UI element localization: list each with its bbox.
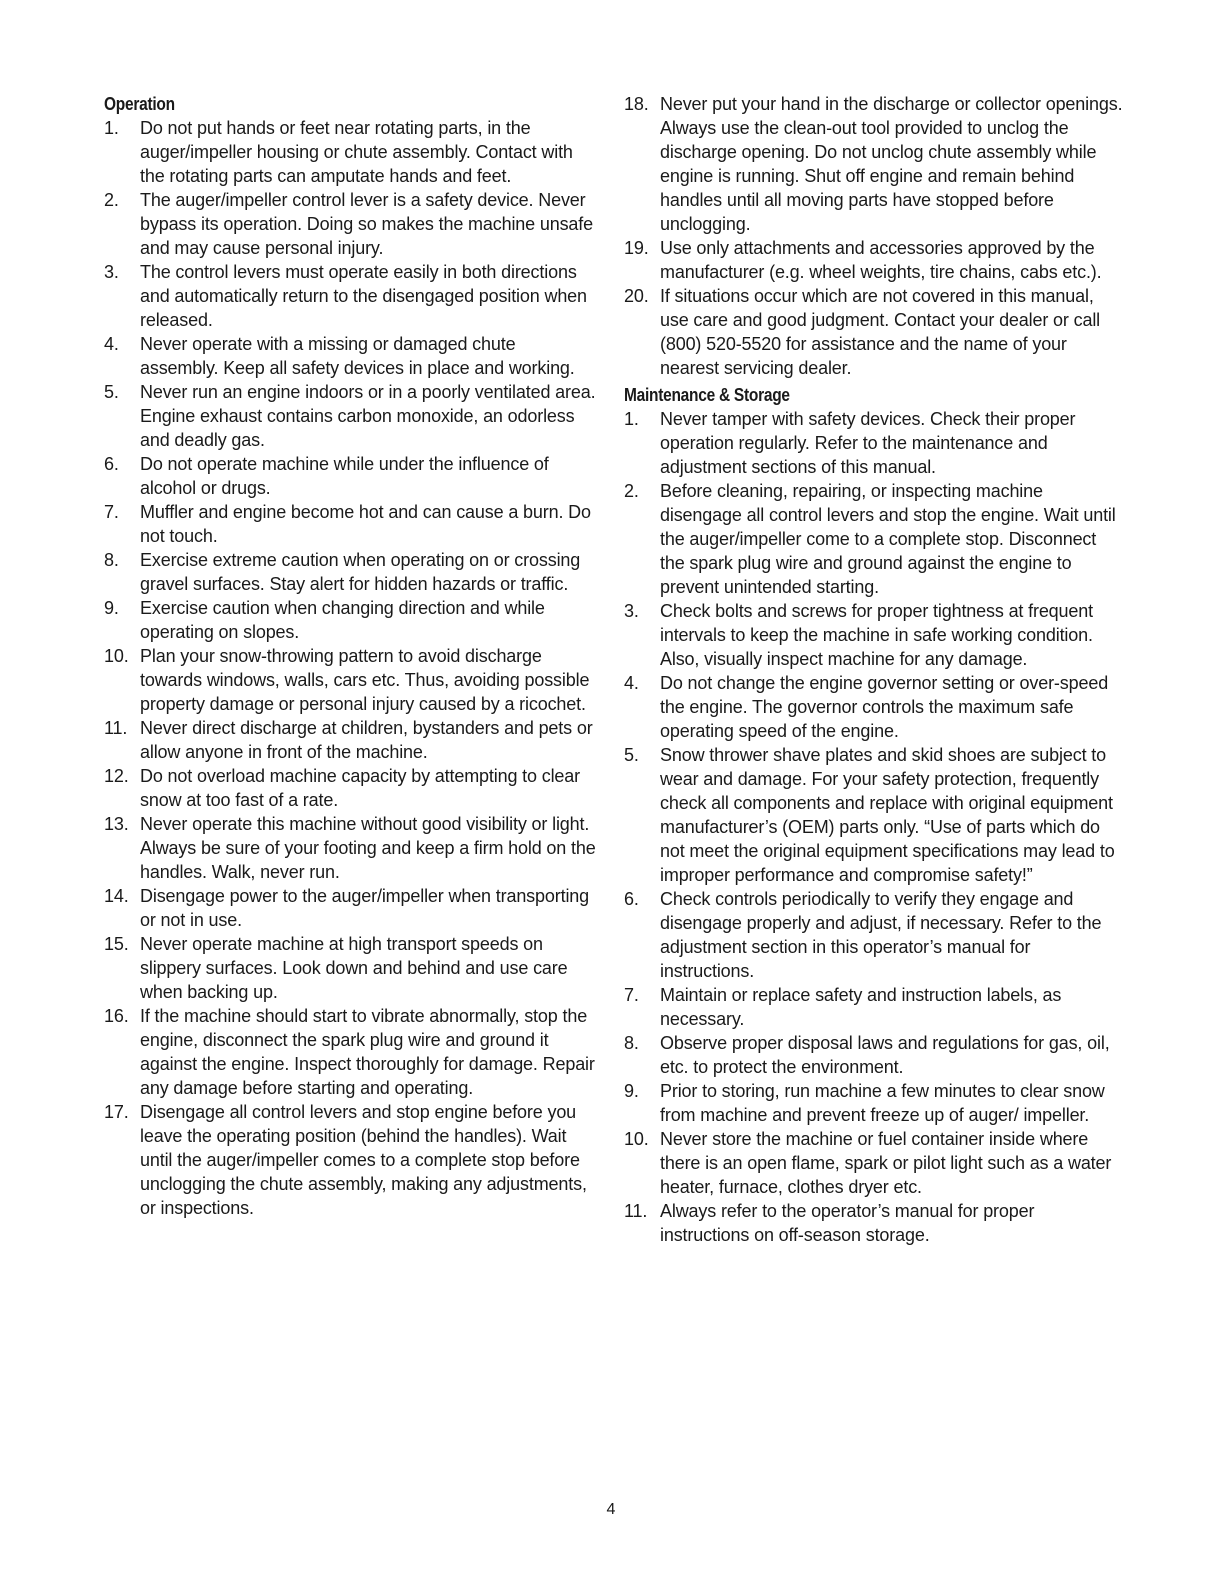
item-number: 8. — [624, 1033, 639, 1053]
operation-item-1 — [104, 116, 596, 188]
maintenance-item-11 — [624, 1199, 1124, 1247]
item-number: 14. — [104, 886, 129, 906]
item-text: Check controls periodically to verify they engage and disengage properly and adjust, if necessary. Refer to the adjustment section in this operator’s manual for instructions. — [660, 889, 1102, 981]
maintenance-item-10 — [624, 1127, 1124, 1199]
item-number: 5. — [104, 382, 119, 402]
item-number: 3. — [624, 601, 639, 621]
item-text: The auger/impeller control lever is a safety device. Never bypass its operation. Doing so makes the machine unsafe and may cause personal injury. — [140, 190, 594, 258]
operation-item-17 — [104, 1100, 596, 1220]
item-number: 12. — [104, 766, 129, 786]
item-text: Use only attachments and accessories approved by the manufacturer (e.g. wheel weights, tire chains, cabs etc.). — [660, 238, 1102, 282]
item-number: 18. — [624, 94, 649, 114]
operation-item-4 — [104, 332, 596, 380]
maintenance-item-2 — [624, 479, 1124, 599]
item-text: Do not change the engine governor setting or over-speed the engine. The governor controls the maximum safe operating speed of the engine. — [660, 673, 1109, 741]
operation-item-2 — [104, 188, 596, 260]
item-number: 11. — [104, 718, 128, 738]
item-text: Never run an engine indoors or in a poorly ventilated area. Engine exhaust contains carbon monoxide, an odorless and deadly gas. — [140, 382, 596, 450]
item-number: 8. — [104, 550, 119, 570]
item-number: 4. — [624, 673, 639, 693]
item-text: Before cleaning, repairing, or inspecting machine disengage all control levers and stop the engine. Wait until the auger/impeller come to a complete stop. Disconnect the spark plug wire and ground against the engine to prevent unintended starting. — [660, 481, 1116, 597]
operation-item-13 — [104, 812, 596, 884]
item-text: Disengage power to the auger/impeller when transporting or not in use. — [140, 886, 590, 930]
item-number: 17. — [104, 1102, 129, 1122]
item-text: Never operate this machine without good visibility or light. Always be sure of your footing and keep a firm hold on the handles. Walk, never run. — [140, 814, 596, 882]
item-text: Muffler and engine become hot and can cause a burn. Do not touch. — [140, 502, 591, 546]
item-text: Disengage all control levers and stop engine before you leave the operating position (behind the handles). Wait until the auger/impeller comes to a complete stop before unclogging the chute assembly, making any adjustments, or inspections. — [140, 1102, 587, 1218]
item-number: 7. — [624, 985, 639, 1005]
operation-item-3 — [104, 260, 596, 332]
operation-item-16 — [104, 1004, 596, 1100]
item-number: 9. — [624, 1081, 639, 1101]
maintenance-item-9 — [624, 1079, 1124, 1127]
item-text: Never put your hand in the discharge or collector openings. Always use the clean-out tool provided to unclog the discharge opening. Do not unclog chute assembly while engine is running. Shut off engine and remain behind handles until all moving parts have stopped before unclogging. — [660, 94, 1123, 234]
item-text: The control levers must operate easily in both directions and automatically return to the disengaged position when released. — [140, 262, 587, 330]
item-number: 1. — [624, 409, 639, 429]
item-number: 6. — [624, 889, 639, 909]
operation-heading: Operation — [104, 94, 175, 114]
maintenance-item-1 — [624, 407, 1124, 479]
operation-item-10 — [104, 644, 596, 716]
operation-list-continued — [624, 92, 1124, 380]
item-number: 16. — [104, 1006, 129, 1026]
operation-item-11 — [104, 716, 596, 764]
maintenance-item-8 — [624, 1031, 1124, 1079]
item-text: Exercise caution when changing direction and while operating on slopes. — [140, 598, 545, 642]
operation-list — [104, 116, 596, 1220]
item-number: 3. — [104, 262, 119, 282]
item-number: 4. — [104, 334, 119, 354]
item-text: Do not put hands or feet near rotating parts, in the auger/impeller housing or chute assembly. Contact with the rotating parts can amputate hands and feet. — [140, 118, 573, 186]
item-number: 6. — [104, 454, 119, 474]
item-text: Observe proper disposal laws and regulations for gas, oil, etc. to protect the environment. — [660, 1033, 1110, 1077]
item-text: Never direct discharge at children, bystanders and pets or allow anyone in front of the machine. — [140, 718, 593, 762]
page-number: 4 — [606, 1501, 616, 1518]
item-number: 10. — [624, 1129, 649, 1149]
item-number: 7. — [104, 502, 119, 522]
item-number: 15. — [104, 934, 129, 954]
item-text: Never store the machine or fuel container inside where there is an open flame, spark or pilot light such as a water heater, furnace, clothes dryer etc. — [660, 1129, 1112, 1197]
operation-item-6 — [104, 452, 596, 500]
item-text: Exercise extreme caution when operating on or crossing gravel surfaces. Stay alert for hidden hazards or traffic. — [140, 550, 581, 594]
left-column — [104, 92, 596, 1220]
item-text: If the machine should start to vibrate abnormally, stop the engine, disconnect the spark plug wire and ground it against the engine. Inspect thoroughly for damage. Repair any damage before starting and operating. — [140, 1006, 595, 1098]
item-text: Never operate machine at high transport speeds on slippery surfaces. Look down and behind and use care when backing up. — [140, 934, 568, 1002]
right-column — [624, 92, 1124, 1247]
item-number: 5. — [624, 745, 639, 765]
item-number: 19. — [624, 238, 649, 258]
operation-item-5 — [104, 380, 596, 452]
maintenance-item-6 — [624, 887, 1124, 983]
item-text: If situations occur which are not covered in this manual, use care and good judgment. Contact your dealer or call (800) 520-5520 for assistance and the name of your nearest servicing dealer. — [660, 286, 1101, 378]
item-text: Check bolts and screws for proper tightness at frequent intervals to keep the machine in safe working condition. Also, visually inspect machine for any damage. — [660, 601, 1093, 669]
operation-item-8 — [104, 548, 596, 596]
item-number: 10. — [104, 646, 129, 666]
item-text: Prior to storing, run machine a few minutes to clear snow from machine and prevent freeze up of auger/ impeller. — [660, 1081, 1105, 1125]
item-number: 11. — [624, 1201, 648, 1221]
maintenance-item-4 — [624, 671, 1124, 743]
maintenance-item-3 — [624, 599, 1124, 671]
item-text: Snow thrower shave plates and skid shoes are subject to wear and damage. For your safety protection, frequently check all components and replace with original equipment manufacturer’s (OEM) parts only. “Use of parts which do not meet the original equipment specifications may lead to improper performance and compromise safety!” — [660, 745, 1115, 885]
item-text: Maintain or replace safety and instruction labels, as necessary. — [660, 985, 1062, 1029]
maintenance-heading: Maintenance & Storage — [624, 385, 790, 405]
item-text: Do not operate machine while under the influence of alcohol or drugs. — [140, 454, 549, 498]
item-number: 9. — [104, 598, 119, 618]
maintenance-item-7 — [624, 983, 1124, 1031]
item-number: 13. — [104, 814, 129, 834]
item-number: 2. — [104, 190, 119, 210]
item-number: 20. — [624, 286, 649, 306]
maintenance-item-5 — [624, 743, 1124, 887]
item-text: Never tamper with safety devices. Check their proper operation regularly. Refer to the maintenance and adjustment sections of this manual. — [660, 409, 1076, 477]
maintenance-list — [624, 407, 1124, 1247]
item-text: Plan your snow-throwing pattern to avoid discharge towards windows, walls, cars etc. Thus, avoiding possible property damage or personal injury caused by a ricochet. — [140, 646, 590, 714]
operation-item-12 — [104, 764, 596, 812]
operation-item-19 — [624, 236, 1124, 284]
item-text: Never operate with a missing or damaged chute assembly. Keep all safety devices in place and working. — [140, 334, 575, 378]
item-text: Always refer to the operator’s manual for proper instructions on off-season storage. — [660, 1201, 1035, 1245]
operation-item-18 — [624, 92, 1124, 236]
operation-item-14 — [104, 884, 596, 932]
operation-item-7 — [104, 500, 596, 548]
operation-item-9 — [104, 596, 596, 644]
operation-item-20 — [624, 284, 1124, 380]
item-text: Do not overload machine capacity by attempting to clear snow at too fast of a rate. — [140, 766, 580, 810]
operation-item-15 — [104, 932, 596, 1004]
item-number: 1. — [104, 118, 119, 138]
item-number: 2. — [624, 481, 639, 501]
